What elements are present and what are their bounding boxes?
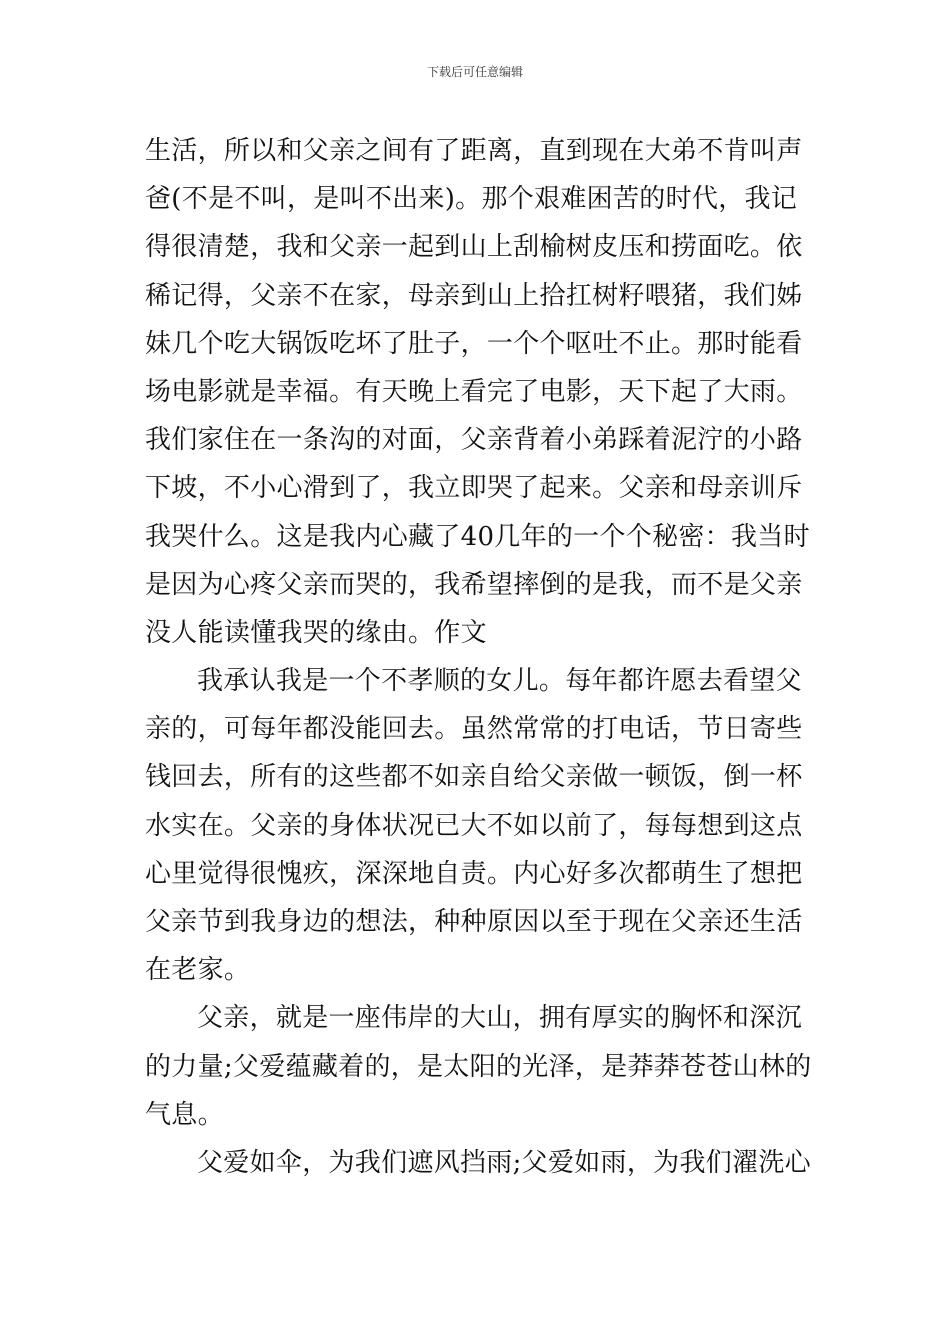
text-line: 钱回去，所有的这些都不如亲自给父亲做一顿饭，倒一杯 bbox=[145, 762, 803, 793]
text-line: 心里觉得很愧疚，深深地自责。内心好多次都萌生了想把 bbox=[145, 858, 803, 889]
text-line: 爸(不是不叫，是叫不出来)。那个艰难困苦的时代，我记 bbox=[145, 184, 798, 215]
text-line: 父亲，就是一座伟岸的大山，拥有厚实的胸怀和深沉 bbox=[197, 1003, 802, 1034]
paragraph-4 bbox=[145, 1139, 815, 1187]
text-line: 我哭什么。这是我内心藏了40几年的一个个秘密：我当时 bbox=[145, 521, 810, 552]
text-line: 稀记得，父亲不在家，母亲到山上拾扛树籽喂猪，我们姊 bbox=[145, 280, 803, 311]
text-line: 在老家。 bbox=[145, 955, 251, 986]
text-line: 场电影就是幸福。有天晚上看完了电影，天下起了大雨。 bbox=[145, 376, 803, 407]
paragraph-3 bbox=[145, 994, 815, 1139]
text-line: 气息。 bbox=[145, 1099, 224, 1130]
text-line: 我承认我是一个不孝顺的女儿。每年都许愿去看望父 bbox=[197, 666, 802, 697]
paragraph-2 bbox=[145, 657, 815, 994]
text-line: 生活，所以和父亲之间有了距离，直到现在大弟不肯叫声 bbox=[145, 136, 803, 166]
paragraph-1 bbox=[145, 127, 815, 657]
text-line: 亲的，可每年都没能回去。虽然常常的打电话，节日寄些 bbox=[145, 714, 803, 745]
text-line: 下坡，不小心滑到了，我立即哭了起来。父亲和母亲训斥 bbox=[145, 473, 803, 504]
text-line: 妹几个吃大锅饭吃坏了肚子，一个个呕吐不止。那时能看 bbox=[145, 328, 803, 359]
text-line: 得很清楚，我和父亲一起到山上刮榆树皮压和捞面吃。依 bbox=[145, 232, 803, 263]
page-header: 下载后可任意编辑 bbox=[426, 65, 523, 79]
document-body bbox=[145, 127, 815, 1187]
text-line: 父亲节到我身边的想法，种种原因以至于现在父亲还生活 bbox=[145, 907, 803, 937]
text-line: 水实在。父亲的身体状况已大不如以前了，每每想到这点 bbox=[145, 810, 803, 841]
text-line: 我们家住在一条沟的对面，父亲背着小弟踩着泥泞的小路 bbox=[145, 425, 803, 456]
text-line: 父爱如伞，为我们遮风挡雨;父爱如雨，为我们濯洗心 bbox=[197, 1147, 811, 1178]
text-line: 没人能读懂我哭的缘由。作文 bbox=[145, 617, 487, 648]
text-line: 是因为心疼父亲而哭的，我希望摔倒的是我，而不是父亲 bbox=[145, 569, 803, 600]
text-line: 的力量;父爱蕴藏着的，是太阳的光泽，是莽莽苍苍山林的 bbox=[145, 1051, 812, 1082]
